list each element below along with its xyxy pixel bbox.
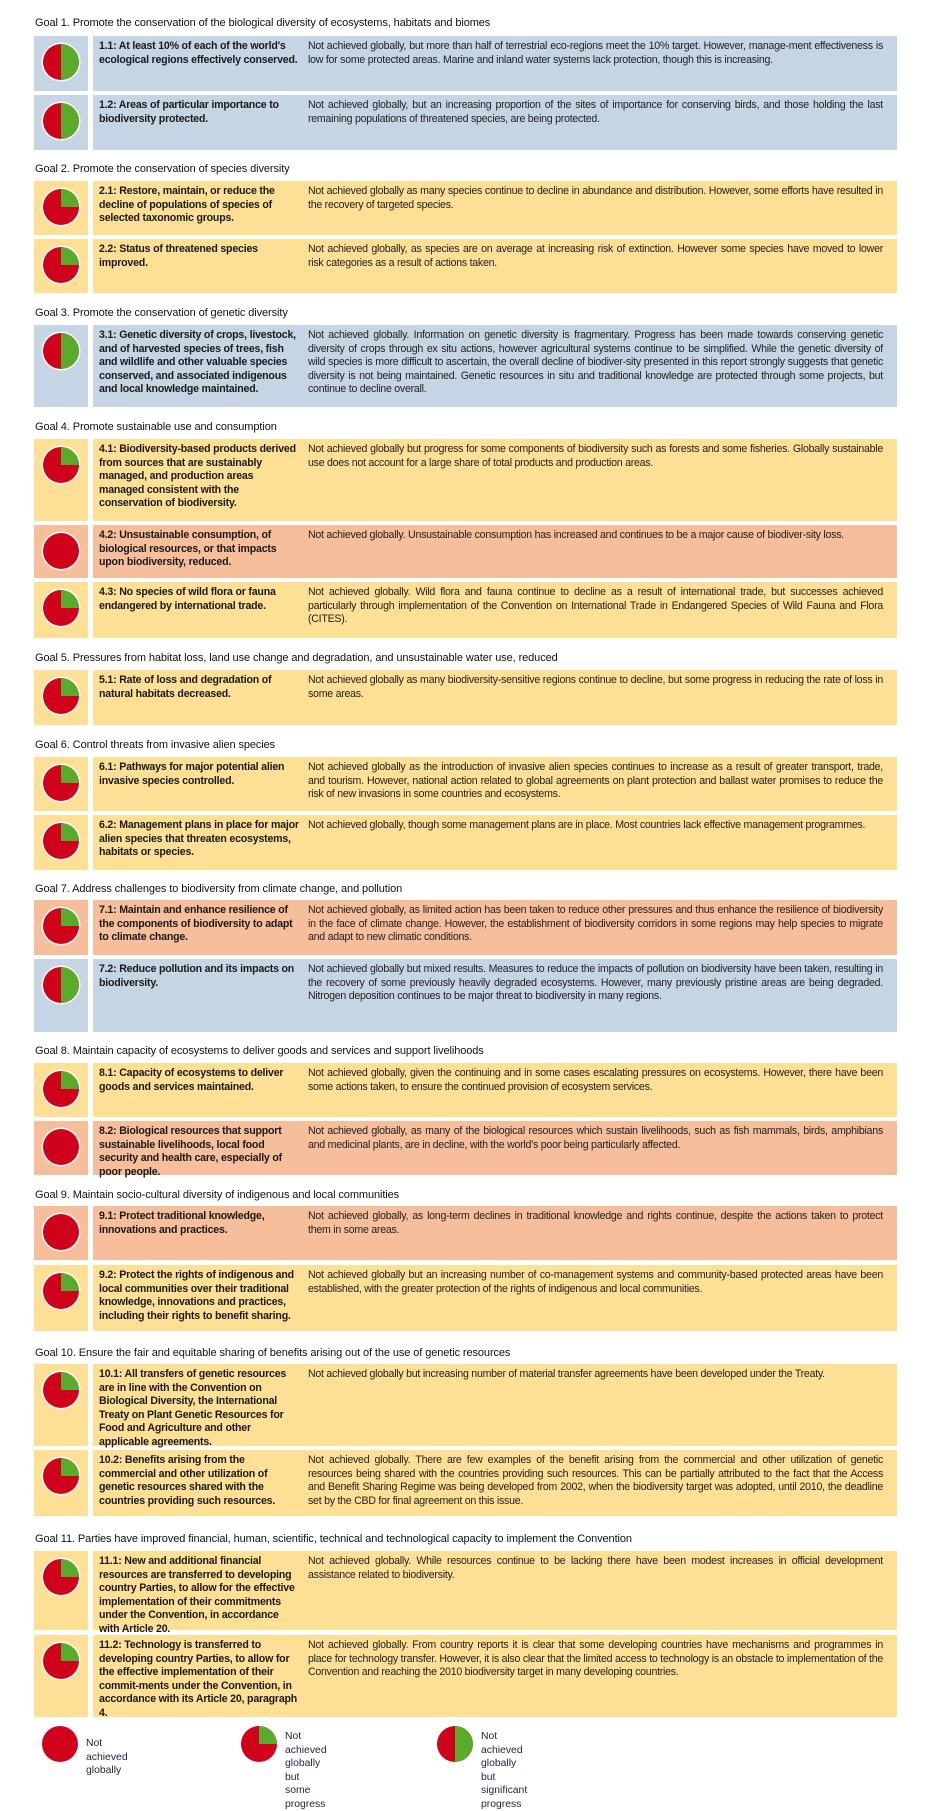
legend-none-pie-icon (40, 1724, 80, 1764)
status-none-pie-icon (41, 1212, 81, 1252)
target-text-cell (93, 439, 897, 521)
status-icon-cell (34, 1551, 88, 1630)
goal-heading: Goal 3. Promote the conservation of genetic diversity (35, 307, 288, 319)
goal-heading: Goal 8. Maintain capacity of ecosystems to deliver goods and services and support livelihoods (35, 1045, 484, 1057)
target-status-text: Not achieved globally, but more than half of terrestrial eco-regions meet the 10% target. However, manage-ment effectiveness is low for some protected areas. Marine and inland water systems lack protection, though this is increasing. (308, 40, 883, 66)
target-text-cell (93, 959, 897, 1032)
target-text-cell (93, 1551, 897, 1635)
target-label: 2.2: Status of threatened species improved. (99, 243, 258, 269)
target-row (34, 959, 897, 1032)
target-text-cell (93, 757, 897, 811)
status-some-pie-icon (41, 763, 81, 803)
status-icon-cell (34, 900, 88, 955)
target-status-text: Not achieved globally, though some management plans are in place. Most countries lack effective management programmes. (308, 819, 866, 831)
goal-heading: Goal 2. Promote the conservation of species diversity (35, 163, 290, 175)
target-status-text: Not achieved globally, but an increasing proportion of the sites of importance for conserving birds, and those holding the last remaining populations of threatened species, are being protected. (308, 99, 883, 125)
status-icon-cell (34, 670, 88, 725)
pie-red-slice (43, 533, 79, 569)
status-some-pie-icon (41, 1069, 81, 1109)
status-some-pie-icon (41, 821, 81, 861)
status-pie-icon (41, 1456, 81, 1496)
target-status-text: Not achieved globally. There are few examples of the benefit arising from the commercial and other utilization of genetic resources being shared with the countries providing such resources. This can be partially attributed to the fact that the Access and Benefit Sharing Regime was being developed from 2002, when the biodiversity target was adopted, until 2010, the deadline set by the CBD for final agreement on this issue. (308, 1454, 883, 1507)
target-status-text: Not achieved globally. Unsustainable consumption has increased and continues to be a major cause of biodiver-sity loss. (308, 529, 844, 541)
status-icon-cell (34, 1635, 88, 1717)
target-label: 7.1: Maintain and enhance resilience of the components of biodiversity to adapt to climate change. (99, 904, 293, 944)
status-some-pie-icon (41, 676, 81, 716)
legend-label: Not achieved globally but significant progress (481, 1731, 528, 1810)
status-pie-icon (41, 531, 81, 571)
target-row (34, 1635, 897, 1717)
status-pie-icon (41, 1212, 81, 1252)
target-label: 1.2: Areas of particular importance to biodiversity protected. (99, 99, 279, 125)
target-text-cell (93, 1450, 897, 1516)
target-row (34, 900, 897, 955)
pie-green-slice (61, 447, 79, 465)
status-icon-cell (34, 325, 88, 407)
target-row (34, 1551, 897, 1635)
target-row (34, 325, 897, 407)
target-status-text: Not achieved globally as the introduction of invasive alien species continues to increase as a result of greater transport, trade, and tourism. However, national action related to global agreements on plant protection and ballast water promises to reduce the risk of new invasions in some countries and ecosystems. (308, 761, 883, 801)
pie-red-slice (42, 1726, 78, 1762)
target-text-cell (93, 582, 897, 638)
status-some-pie-icon (41, 187, 81, 227)
status-icon-cell (34, 1206, 88, 1260)
pie-green-slice (61, 967, 79, 1003)
pie-green-slice (61, 333, 79, 369)
goal-heading: Goal 10. Ensure the fair and equitable sharing of benefits arising out of the use of genetic resources (35, 1347, 511, 1359)
target-text-cell (93, 1635, 897, 1717)
status-icon-cell (34, 1063, 88, 1117)
target-row (34, 1063, 897, 1117)
target-row (34, 815, 897, 870)
pie-green-slice (61, 765, 79, 783)
target-status-text: Not achieved globally. While resources continue to be lacking there have been modest increases in official development assistance related to biodiversity. (308, 1555, 883, 1581)
status-pie-icon (41, 906, 81, 946)
target-label: 5.1: Rate of loss and degradation of natural habitats decreased. (99, 674, 272, 700)
target-row (34, 525, 897, 578)
legend-label: Not achieved globally but some progress (285, 1731, 327, 1810)
target-text-cell (93, 239, 897, 293)
status-significant-pie-icon (41, 965, 81, 1005)
target-row (34, 181, 897, 235)
pie-green-slice (61, 189, 79, 207)
status-some-pie-icon (41, 1641, 81, 1681)
target-label: 6.2: Management plans in place for major alien species that threaten ecosystems, habitats or species. (99, 819, 299, 859)
target-text-cell (93, 815, 897, 870)
pie-green-slice (61, 1458, 79, 1476)
status-icon-cell (34, 1450, 88, 1516)
goal-heading: Goal 7. Address challenges to biodiversity from climate change, and pollution (35, 883, 403, 895)
goal-heading: Goal 9. Maintain socio-cultural diversity of indigenous and local communities (35, 1189, 400, 1201)
target-label: 3.1: Genetic diversity of crops, livestock, and of harvested species of trees, fish and wildlife and other valuable species conserved, and associated indigenous and local knowledge maintained. (99, 329, 296, 396)
target-status-text: Not achieved globally, given the continuing and in some cases escalating pressures on ecosystems. However, there have been some actions taken, to ensure the continued provision of ecosystem services. (308, 1067, 883, 1093)
status-pie-icon (41, 965, 81, 1005)
target-text-cell (93, 1364, 897, 1446)
target-text-cell (93, 670, 897, 725)
status-pie-icon (41, 1370, 81, 1410)
status-pie-icon (41, 1271, 81, 1311)
goal-heading: Goal 5. Pressures from habitat loss, land use change and degradation, and unsustainable water use, reduced (35, 652, 558, 664)
pie-green-slice (61, 1071, 79, 1089)
target-status-text: Not achieved globally as many species continue to decline in abundance and distribution. However, some efforts have resulted in the recovery of targeted species. (308, 185, 883, 211)
target-row (34, 1450, 897, 1516)
target-label: 1.1: At least 10% of each of the world's ecological regions effectively conserved. (99, 40, 298, 66)
status-pie-icon (41, 331, 81, 371)
pie-green-slice (61, 44, 79, 80)
pie-green-slice (61, 1643, 79, 1661)
legend-some-pie-icon (239, 1724, 279, 1764)
target-label: 9.2: Protect the rights of indigenous and local communities over their traditional knowledge, innovations and practices, including their rights to benefit sharing. (99, 1269, 294, 1322)
target-text-cell (93, 900, 897, 955)
target-status-text: Not achieved globally. Wild flora and fauna continue to decline as a result of international trade, but successes achieved particularly through implementation of the Convention on International Trade in Endangered Species of Wild Fauna and Flora (CITES). (308, 586, 883, 626)
target-status-text: Not achieved globally, as long-term declines in traditional knowledge and rights continue, despite the actions taken to protect them in some areas. (308, 1210, 883, 1236)
target-label: 8.2: Biological resources that support sustainable livelihoods, local food security and health care, especially of poor people. (99, 1125, 282, 1178)
target-label: 8.1: Capacity of ecosystems to deliver goods and services maintained. (99, 1067, 284, 1093)
status-some-pie-icon (41, 1456, 81, 1496)
pie-green-slice (61, 678, 79, 696)
status-icon-cell (34, 757, 88, 811)
pie-green-slice (455, 1726, 473, 1762)
pie-green-slice (61, 103, 79, 139)
status-icon-cell (34, 582, 88, 638)
target-status-text: Not achieved globally, as limited action has been taken to reduce other pressures and thus enhance the resilience of biodiversity in the face of climate change. However, the establishment of biodiversity corridors in some regions may help species to migrate and adapt to new climatic conditions. (308, 904, 883, 944)
pie-red-slice (43, 1214, 79, 1250)
status-pie-icon (41, 187, 81, 227)
status-significant-pie-icon (41, 42, 81, 82)
goal-heading: Goal 4. Promote sustainable use and consumption (35, 421, 277, 433)
target-status-text: Not achieved globally but progress for some components of biodiversity such as forests and some fisheries. Globally sustainable use does not account for a large share of total products and production areas. (308, 443, 883, 469)
target-row (34, 1121, 897, 1178)
status-icon-cell (34, 1121, 88, 1175)
status-some-pie-icon (41, 1370, 81, 1410)
target-status-text: Not achieved globally as many biodiversity-sensitive regions continue to decline, but some progress in reducing the rate of loss in some areas. (308, 674, 883, 700)
target-status-text: Not achieved globally but increasing number of material transfer agreements have been developed under the Treaty. (308, 1368, 825, 1380)
status-icon-cell (34, 95, 88, 150)
target-text-cell (93, 1063, 897, 1117)
target-status-text: Not achieved globally, as many of the biological resources which sustain livelihoods, such as fish mammals, birds, amphibians and medicinal plants, are in decline, with the world’s poor being particularly affected. (308, 1125, 883, 1151)
pie-green-slice (61, 1372, 79, 1390)
status-pie-icon (41, 445, 81, 485)
status-none-pie-icon (41, 1127, 81, 1167)
status-pie-icon (41, 588, 81, 628)
status-some-pie-icon (41, 1271, 81, 1311)
status-significant-pie-icon (41, 331, 81, 371)
target-label: 10.1: All transfers of genetic resources are in line with the Convention on Biological Diversity, the International Treaty on Plant Genetic Resources for Food and Agriculture and other applicable agreements. (99, 1368, 287, 1448)
status-some-pie-icon (41, 445, 81, 485)
status-pie-icon (41, 821, 81, 861)
status-pie-icon (41, 1069, 81, 1109)
pie-green-slice (61, 590, 79, 608)
status-icon-cell (34, 525, 88, 578)
status-some-pie-icon (41, 245, 81, 285)
target-label: 10.2: Benefits arising from the commercial and other utilization of genetic resources shared with the countries providing such resources. (99, 1454, 276, 1507)
target-label: 4.2: Unsustainable consumption, of biological resources, or that impacts upon biodiversity, reduced. (99, 529, 277, 569)
target-row (34, 439, 897, 521)
status-some-pie-icon (41, 588, 81, 628)
legend-label: Not achieved globally (86, 1738, 128, 1776)
goal-heading: Goal 1. Promote the conservation of the biological diversity of ecosystems, habitats and biomes (35, 17, 491, 29)
target-text-cell (93, 525, 897, 578)
target-text-cell (93, 1121, 897, 1178)
status-pie-icon (41, 42, 81, 82)
pie-green-slice (61, 247, 79, 265)
target-row (34, 239, 897, 293)
target-status-text: Not achieved globally but mixed results. Measures to reduce the impacts of pollution on biodiversity have been taken, resulting in the recovery of some previously heavily degraded ecosystems. However, many previously pristine areas are being degraded. Nitrogen deposition continues to be major threat to biodiversity in many regions. (308, 963, 883, 1003)
status-pie-icon (41, 1641, 81, 1681)
target-text-cell (93, 325, 897, 407)
status-pie-icon (41, 1557, 81, 1597)
target-label: 9.1: Protect traditional knowledge, innovations and practices. (99, 1210, 265, 1236)
target-row (34, 582, 897, 638)
target-row (34, 1265, 897, 1331)
status-pie-icon (41, 763, 81, 803)
status-icon-cell (34, 815, 88, 870)
status-icon-cell (34, 959, 88, 1032)
status-some-pie-icon (41, 1557, 81, 1597)
target-status-text: Not achieved globally. Information on genetic diversity is fragmentary. Progress has been made towards conserving genetic diversity of crops through ex situ actions, however agricultural systems continue to be simplified. While the genetic diversity of wild species is more difficult to ascertain, the overall decline of biodiver-sity presented in this report strongly suggests that genetic diversity is not being maintained. Genetic resources in situ and traditional knowledge are protected through some projects, but continue to decline overall. (308, 329, 883, 396)
target-row (34, 95, 897, 150)
target-status-text: Not achieved globally. From country reports it is clear that some developing countries have mechanisms and programmes in place for technology transfer. However, it is also clear that the limited access to technology is an obstacle to implementation of the Convention and reaching the 2010 biodiversity target in many developing countries. (308, 1639, 883, 1679)
target-label: 11.2: Technology is transferred to developing country Parties, to allow for the effective implementation of their commit-ments under the Convention, in accordance with its Article 20, paragraph 4. (99, 1639, 298, 1719)
pie-green-slice (61, 908, 79, 926)
target-text-cell (93, 1265, 897, 1331)
status-pie-icon (41, 1127, 81, 1167)
target-text-cell (93, 95, 897, 150)
status-none-pie-icon (41, 531, 81, 571)
pie-green-slice (61, 823, 79, 841)
goal-heading: Goal 11. Parties have improved financial, human, scientific, technical and technological capacity to implement the Convention (35, 1533, 632, 1545)
target-row (34, 1364, 897, 1446)
target-row (34, 757, 897, 811)
status-some-pie-icon (41, 906, 81, 946)
status-icon-cell (34, 1265, 88, 1331)
target-text-cell (93, 181, 897, 235)
target-label: 2.1: Restore, maintain, or reduce the decline of populations of species of selected taxonomic groups. (99, 185, 275, 225)
legend-significant-pie-icon (435, 1724, 475, 1764)
status-icon-cell (34, 1364, 88, 1446)
status-significant-pie-icon (41, 101, 81, 141)
status-icon-cell (34, 239, 88, 293)
status-icon-cell (34, 181, 88, 235)
target-text-cell (93, 1206, 897, 1260)
status-pie-icon (41, 101, 81, 141)
target-text-cell (93, 36, 897, 91)
pie-green-slice (61, 1273, 79, 1291)
target-label: 4.1: Biodiversity-based products derived from sources that are sustainably managed, and production areas managed consistent with the conservation of biodiversity. (99, 443, 296, 510)
status-pie-icon (41, 245, 81, 285)
status-icon-cell (34, 439, 88, 521)
target-status-text: Not achieved globally but an increasing number of co-management systems and community-based protected areas have been established, with the greater protection of the rights of indigenous and local communities. (308, 1269, 883, 1295)
target-row (34, 1206, 897, 1260)
pie-green-slice (259, 1726, 277, 1744)
target-label: 7.2: Reduce pollution and its impacts on biodiversity. (99, 963, 295, 989)
goal-heading: Goal 6. Control threats from invasive alien species (35, 739, 276, 751)
status-icon-cell (34, 36, 88, 91)
target-row (34, 36, 897, 91)
pie-red-slice (43, 1129, 79, 1165)
target-status-text: Not achieved globally, as species are on average at increasing risk of extinction. However some species have moved to lower risk categories as a result of actions taken. (308, 243, 883, 269)
target-label: 6.1: Pathways for major potential alien invasive species controlled. (99, 761, 285, 787)
target-label: 11.1: New and additional financial resources are transferred to developing country Parties, to allow for the effective implementation of their commitments under the Convention, in accordance with Article 20. (99, 1555, 295, 1635)
target-label: 4.3: No species of wild flora or fauna endangered by international trade. (99, 586, 276, 612)
target-row (34, 670, 897, 725)
pie-green-slice (61, 1559, 79, 1577)
legend (40, 1722, 840, 1810)
status-pie-icon (41, 676, 81, 716)
